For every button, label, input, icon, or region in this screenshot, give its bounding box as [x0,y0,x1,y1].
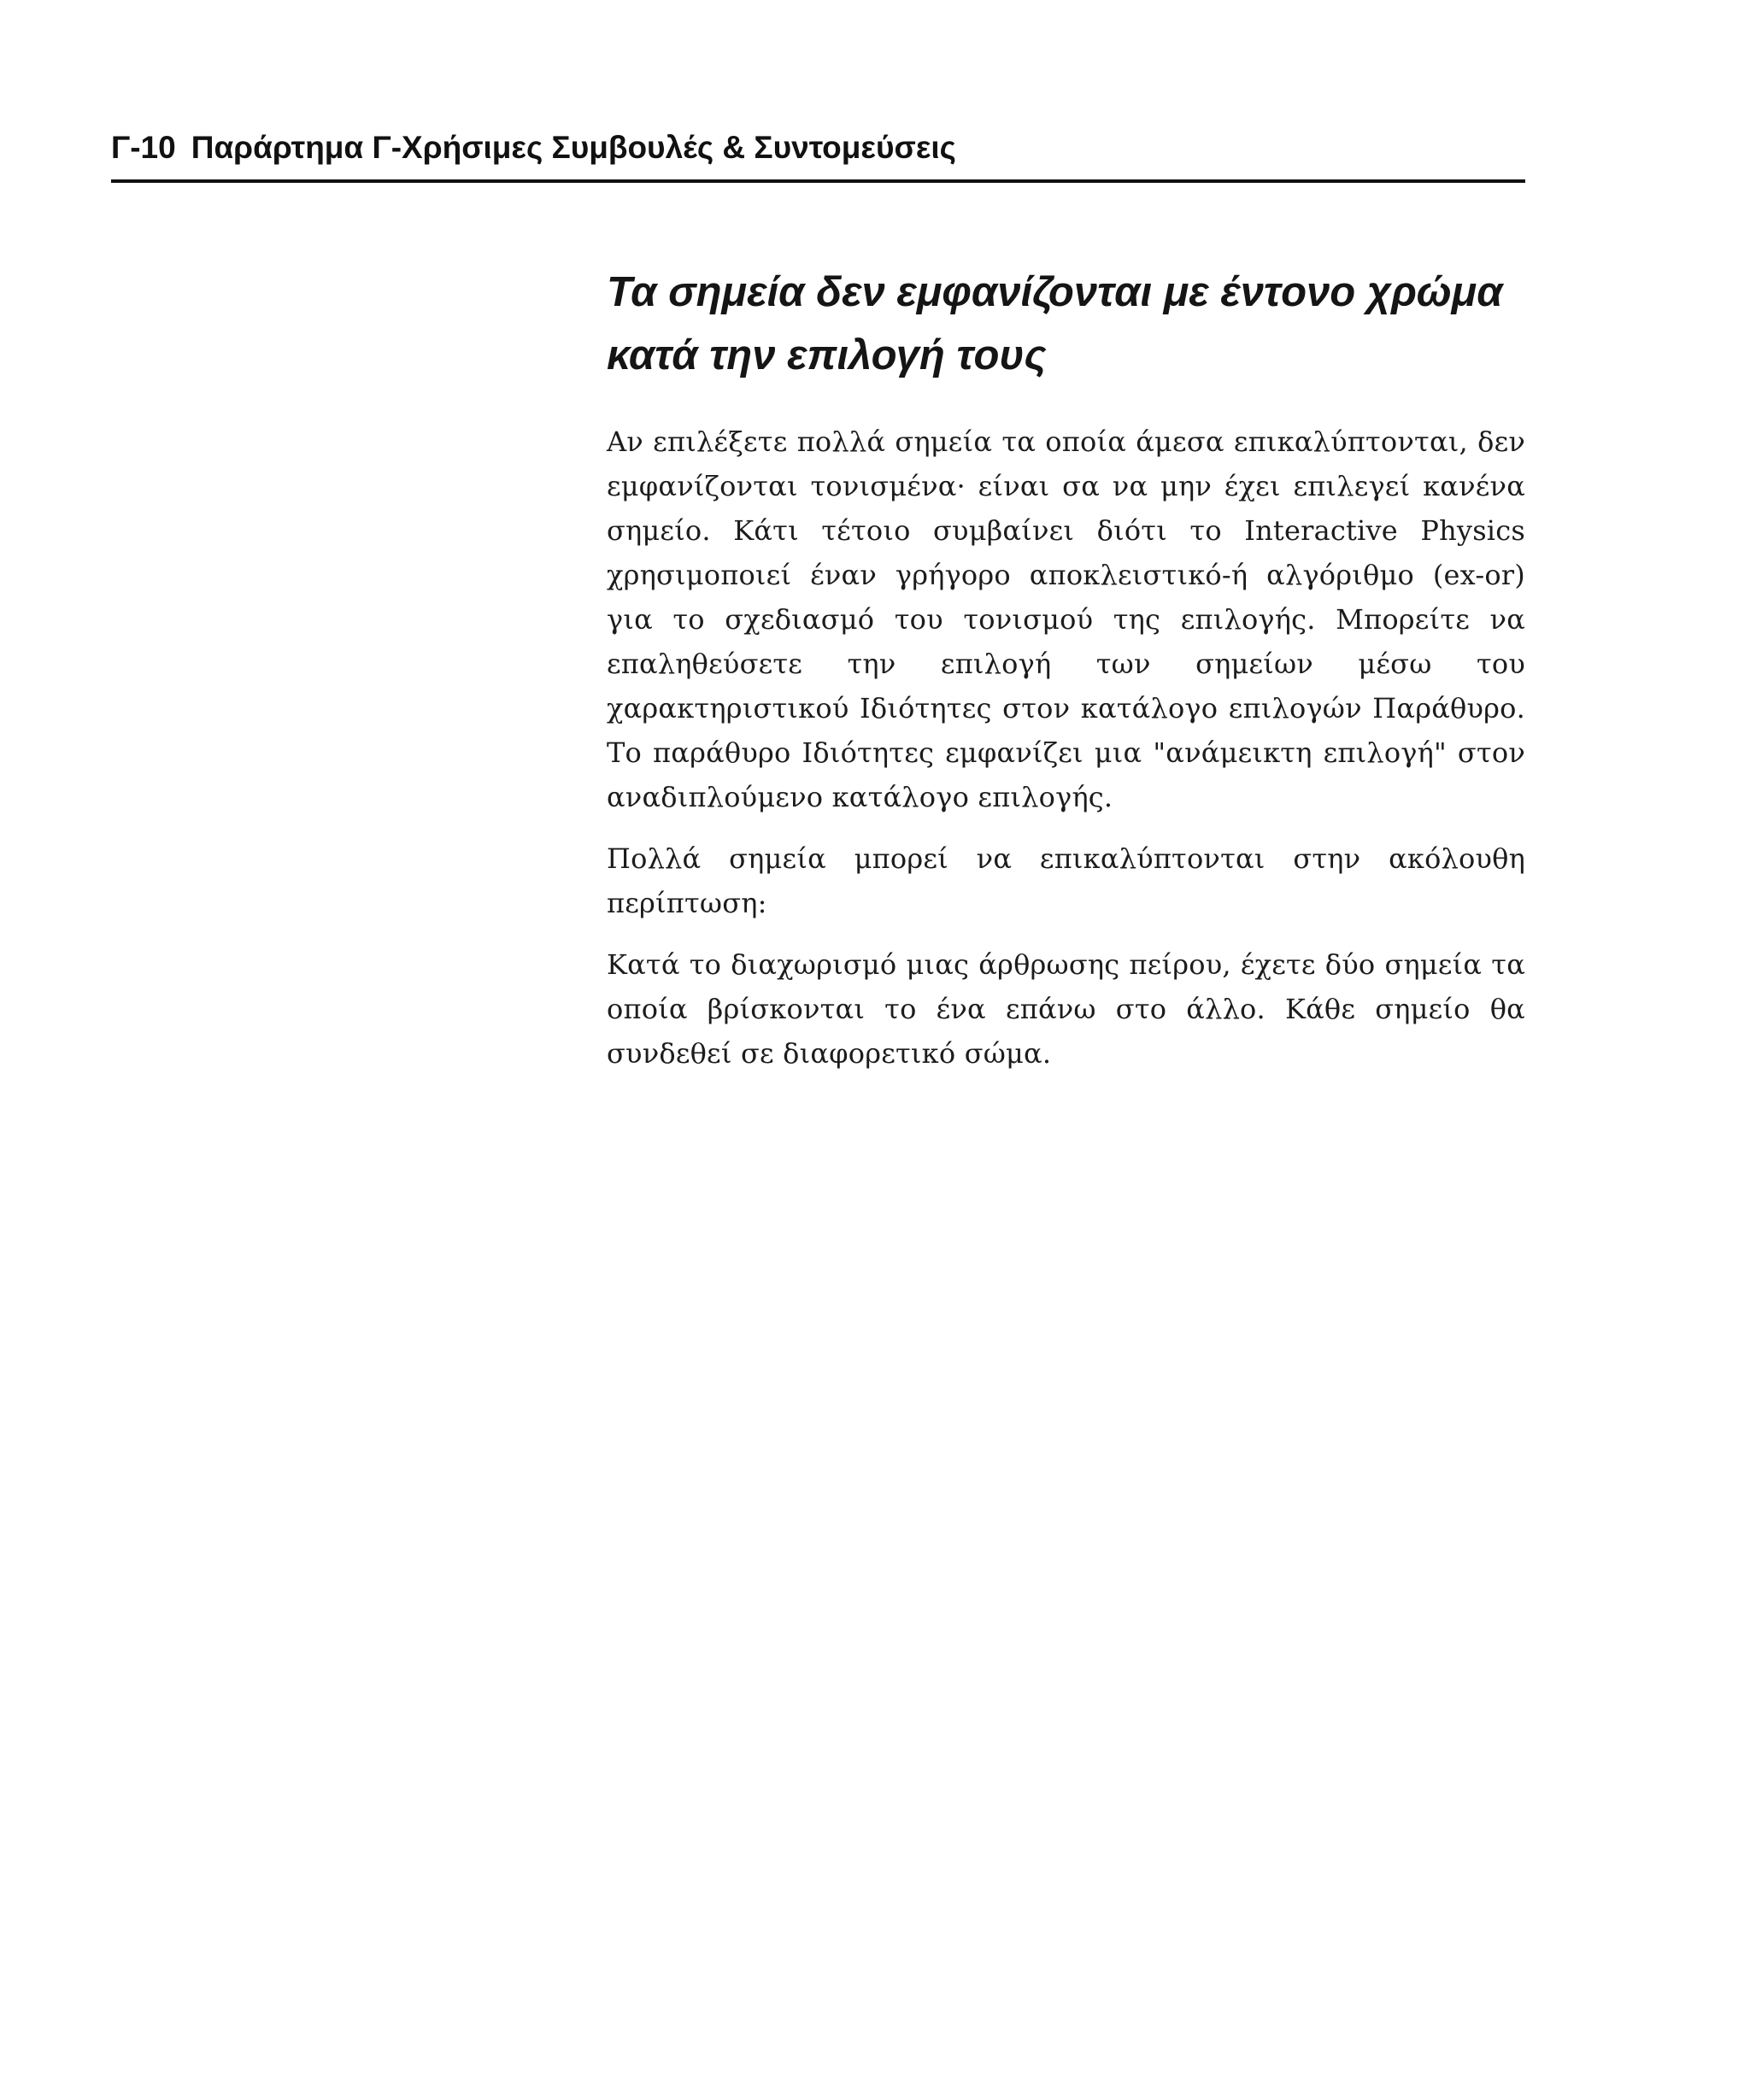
header-title: Παράρτημα Γ-Χρήσιμες Συμβουλές & Συντομεύσεις [191,130,956,165]
running-header [111,126,1525,178]
paragraph-2: Πολλά σημεία μπορεί να επικαλύπτονται στην ακόλουθη περίπτωση: [607,842,1525,919]
page-number: Γ-10 [111,130,176,165]
paragraph-1: Αν επιλέξετε πολλά σημεία τα οποία άμεσα επικαλύπτονται, δεν εμφανίζονται τονισμένα· είναι σα να μην έχει επιλεγεί κανένα σημείο. Κάτι τέτοιο συμβαίνει διότι το Interactive Physics χρησιμοποιεί έναν γρήγορο αποκλειστικό-ή αλγόριθμο (ex-or) για το σχεδιασμό του τονισμού της επιλογής. Μπορείτε να επαληθεύσετε την επιλογή των σημείων μέσω του χαρακτηριστικού Ιδιότητες στον κατάλογο επιλογών Παράθυρο. Το παράθυρο Ιδιότητες εμφανίζει μια "ανάμεικτη επιλογή" στον αναδιπλούμενο κατάλογο επιλογής. [607,425,1525,813]
paragraph-3: Κατά το διαχωρισμό μιας άρθρωσης πείρου, έχετε δύο σημεία τα οποία βρίσκονται το ένα επάνω στο άλλο. Κάθε σημείο θα συνδεθεί σε διαφορετικό σώμα. [607,948,1525,1070]
main-content [607,261,1525,1093]
section-title: Τα σημεία δεν εμφανίζονται με έντονο χρώμα κατά την επιλογή τους [607,269,1503,378]
header-rule [111,179,1525,183]
